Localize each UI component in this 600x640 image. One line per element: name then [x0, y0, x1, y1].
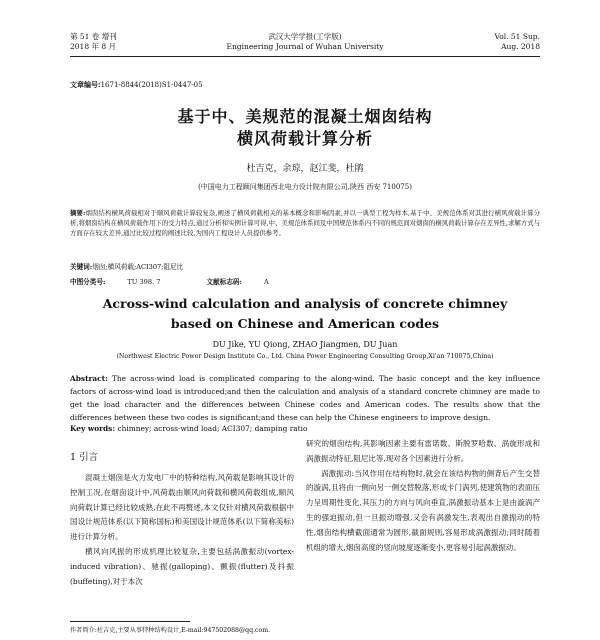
body-left-column: [70, 451, 294, 589]
cn-abstract-text: 烟囱结构横风荷载相对于顺风荷载计算较复杂,阐述了横风荷载相关的基本概念和影响因素,并以一典型工程为样本,基于中、美规范体系对其进行横风荷载计算分析,将烟囱结构在横风荷载作用下的受力特点,通过分析和实例计算可得,中、美规范体系间及中国规范体系内不同的规范间对烟囱的横风荷载计算存在差异性,求解方式与方面存在较大差异,通过比较过程的阐述比较,为国内工程设计人员提供参考。: [70, 209, 540, 238]
body-paragraph: 研究的烟囱结构,其影响因素主要有雷诺数、斯脱罗哈数、涡旋形成和涡激振动特征,阻尼比等,现对各个因素进行分析。: [306, 439, 540, 463]
section-heading-introduction: 1 引言: [70, 452, 99, 463]
cn-title: [70, 106, 540, 150]
cn-affiliation: (中国电力工程顾问集团西北电力设计院有限公司,陕西 西安 710075): [198, 183, 412, 191]
header-journal-en: Engineering Journal of Wuhan University: [226, 42, 384, 51]
en-affiliation: (Northwest Electric Power Design Institute Co., Ltd. China Power Engineering Consulting Group,Xi'an 710075,China): [116, 353, 494, 360]
body-paragraph: 混凝土烟囱是火力发电厂中的特种结构,风荷载是影响其设计的控制工况,在烟囱设计中,风荷载由顺风向荷载和横风荷载组成,顺风向荷载计算已经比较成熟,在此不再赘述,本文仅针对横风荷载根据中国设计规范体系(以下简称国标)和美国设计规范体系(以下简称美标)进行计算分析。: [70, 473, 294, 542]
cn-keywords-text: 烟囱;横风荷载;ACI307;阻尼比: [92, 263, 184, 271]
author-footnote: 作者简介:杜吉克,主要从事特种结构设计,E-mail:947502088@qq.com.: [70, 627, 271, 634]
cn-authors: 杜吉克，余琼，赵江斐，杜鹃: [246, 164, 364, 174]
header-journal-info: [70, 32, 540, 52]
header-volume-en: Vol. 51 Sup.: [494, 32, 540, 41]
en-keywords-label: Key words:: [70, 424, 116, 433]
en-abstract-text: The across-wind load is complicated comparing to the along-wind. The basic concept and the key influence factors of across-wind load is introduced;and then the calculation and analysis of a standard concrete chimney are made to get the load character and the differences between Chinese codes and American codes. The results show that the differences between these two codes is significant;and these can help the Chinese engineers to improve design.: [70, 374, 540, 422]
header-journal-cn: 武汉大学学报(工学版): [268, 32, 342, 41]
cn-class-label: 中图分类号:: [70, 278, 106, 286]
body-right-column: [306, 437, 540, 555]
running-header: [70, 30, 540, 57]
header-date-en: Aug. 2018: [501, 42, 540, 51]
footnote-divider: [70, 621, 190, 622]
cn-classification: [70, 276, 313, 286]
article-number-value: 1671-8844(2018)S1-0447-05: [100, 81, 203, 89]
cn-title-line2: 横风荷载计算分析: [236, 129, 373, 148]
cn-doc-value: A: [263, 278, 269, 286]
header-date: 2018 年 8 月: [70, 42, 117, 51]
cn-keywords-label: 关键词:: [70, 263, 93, 271]
en-abstract: [70, 372, 540, 424]
cn-class-value: TU 398. 7: [127, 278, 161, 286]
en-keywords: [70, 424, 307, 433]
article-number: [70, 80, 203, 90]
en-keywords-text: chimney; across-wind load; ACI307; damping ratio: [117, 424, 308, 433]
cn-doc-label: 文献标志码:: [206, 278, 242, 286]
en-title-line2: based on Chinese and American codes: [170, 316, 440, 331]
en-authors: DU Jike, YU Qiong, ZHAO Jiangmen, DU Juan: [212, 340, 398, 349]
header-volume: 第 51 卷 增刊: [70, 32, 117, 41]
en-abstract-label: Abstract:: [70, 374, 108, 383]
article-number-label: 文章编号:: [70, 80, 101, 89]
cn-abstract: [70, 208, 540, 260]
cn-title-line1: 基于中、美规范的混凝土烟囱结构: [177, 107, 433, 126]
en-title-line1: Across-wind calculation and analysis of concrete chimney: [102, 296, 508, 311]
body-paragraph: 涡激振动:当风作用在结构物时,就会在该结构物的侧背后产生交替的漩涡,且将由一侧向另一侧交替脱落,形成卡门涡列,使建筑物的表面压力呈周期性变化,其压力的方向与风向垂直,涡激振动基本上是由漩涡产生的强迫振动,但一旦振动增强,又会有涡激发生,表观出自激振动的特性,烟囱结构横截面通常为圆形,截面规则,容易形成涡激振动;同时随着机组的增大,烟囱高度的竖向坡度逐渐变小,更容易引起涡激振动。: [306, 468, 540, 552]
header-volume-info-en: [495, 32, 541, 52]
body-paragraph: 横风向风振的形成机理比较复杂,主要包括涡激振动(vortex-induced vibration)、驰振(galloping)、颤振(flutter)及抖振(buffeting),对于本次: [70, 546, 294, 586]
en-title: [70, 294, 540, 334]
cn-keywords: [70, 261, 183, 271]
cn-abstract-label: 摘要:: [70, 209, 86, 217]
